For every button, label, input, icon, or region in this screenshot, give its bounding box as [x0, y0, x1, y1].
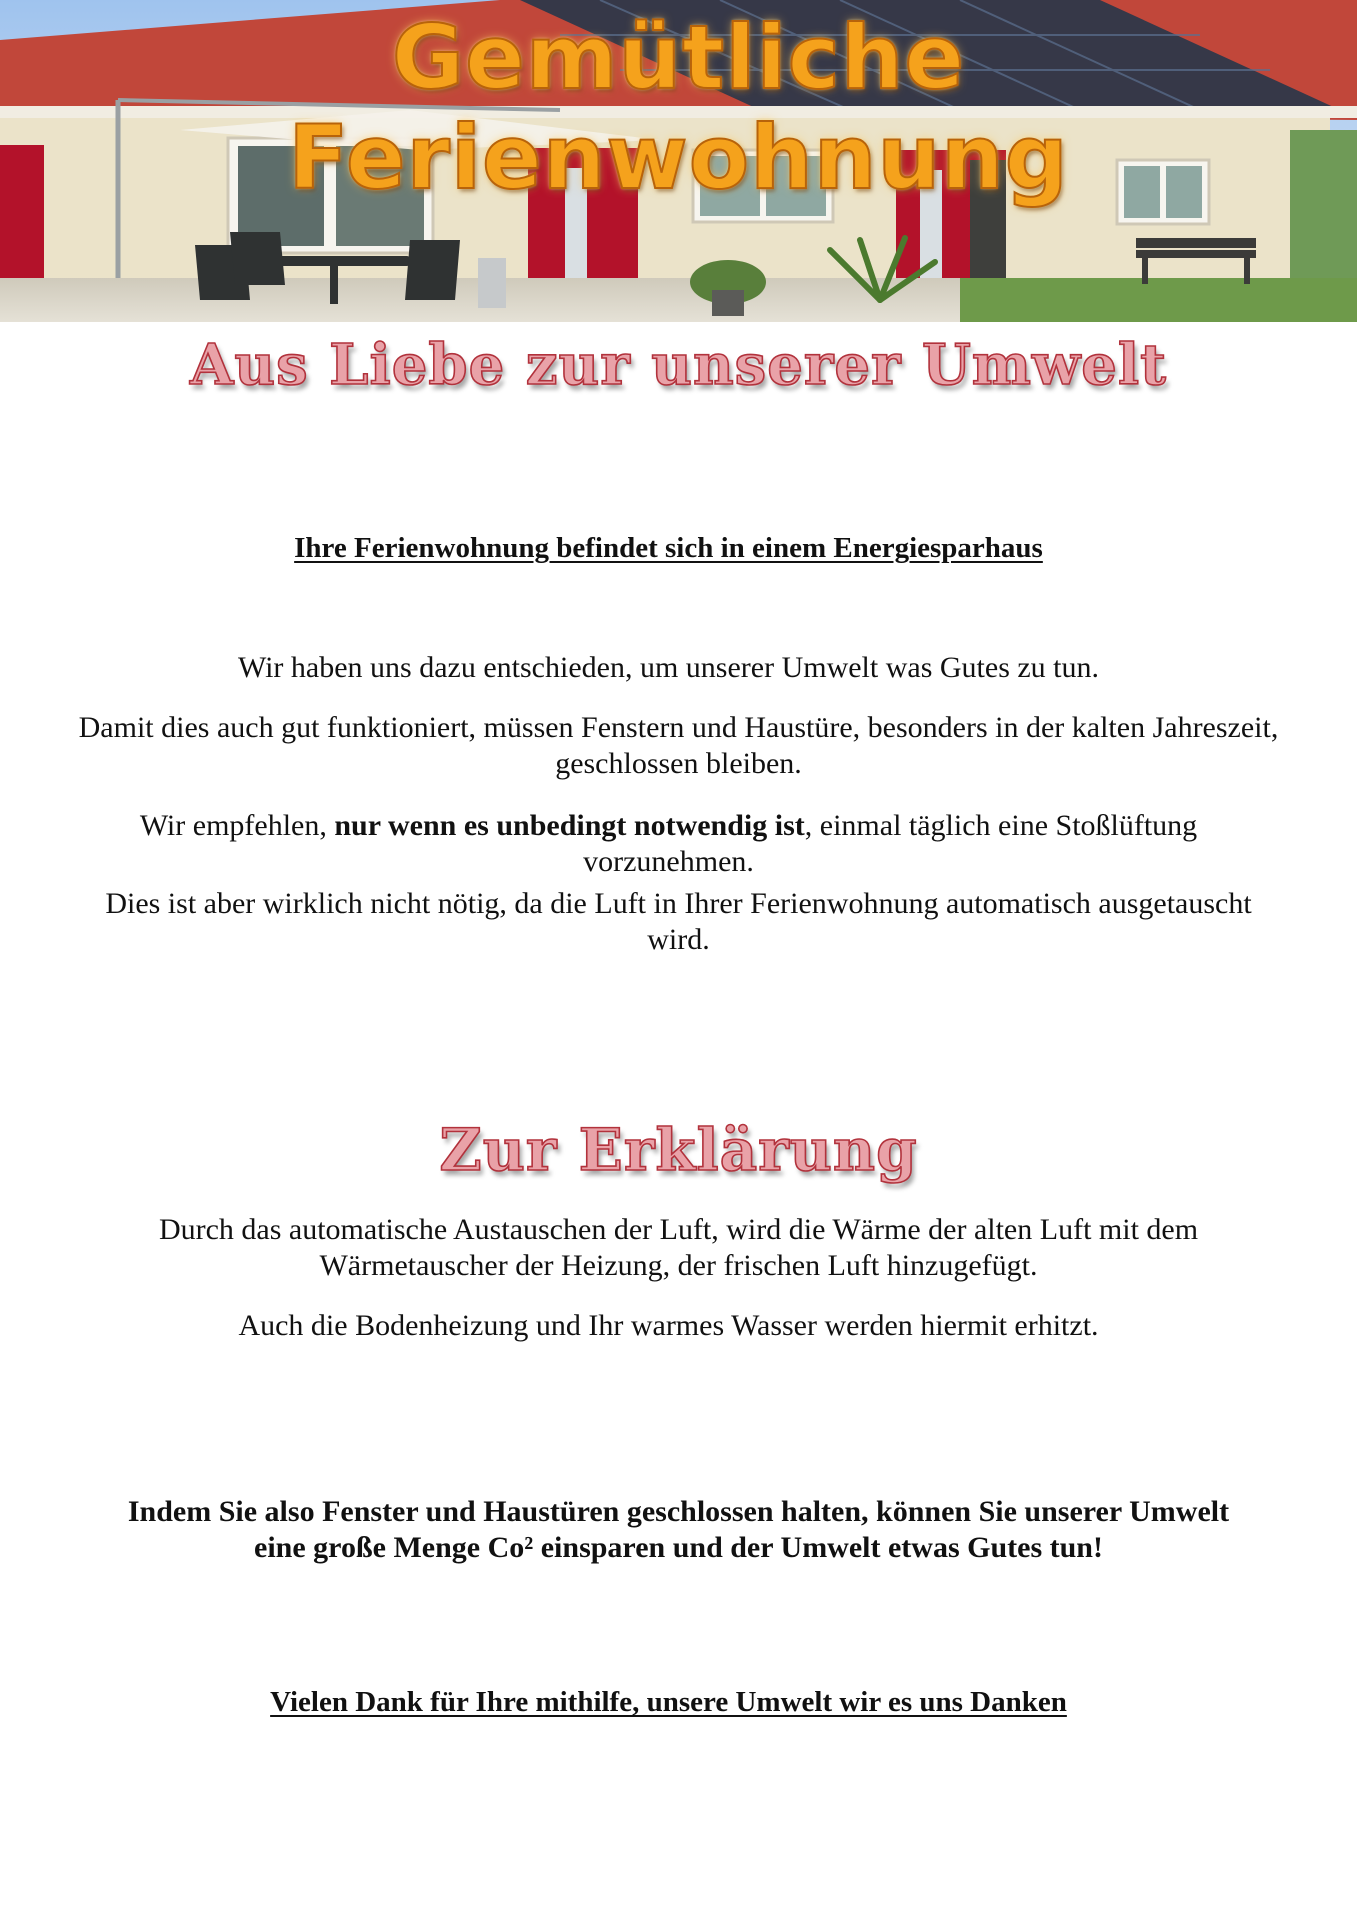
section1-paragraph-4: Dies ist aber wirklich nicht nötig, da die Luft in Ihrer Ferienwohnung automatisch ausgetauscht wird.: [105, 887, 1252, 956]
section1-paragraph-1: Wir haben uns dazu entschieden, um unserer Umwelt was Gutes zu tun.: [237, 651, 1100, 684]
page-title: Gemütliche Ferienwohnung: [288, 6, 1069, 209]
section1-paragraph-2: Damit dies auch gut funktioniert, müssen Fenstern und Haustüre, besonders in der kalten Jahreszeit, geschlossen bleiben.: [78, 711, 1279, 780]
paragraph-3-text-end: , einmal täglich eine Stoßlüftung vorzunehmen.: [583, 809, 1198, 878]
section1-paragraph-3: [60, 808, 1277, 880]
subheading: Aus Liebe zur unserer Umwelt: [189, 332, 1168, 398]
thanks-line: Vielen Dank für Ihre mithilfe, unsere Umwelt wir es uns Danken: [270, 1686, 1067, 1718]
appeal-line-2: eine große Menge Co² einsparen und der Umwelt etwas Gutes tun!: [254, 1531, 1103, 1564]
explanation-heading: Zur Erklärung: [439, 1116, 918, 1184]
appeal-line-1: Indem Sie also Fenster und Haustüren geschlossen halten, können Sie unserer Umwelt: [127, 1495, 1230, 1528]
paragraph-3-bold: nur wenn es unbedingt notwendig ist: [334, 809, 805, 842]
header-photo: [0, 0, 1357, 322]
appeal-text: [40, 1494, 1317, 1566]
paragraph-3-text-start: Wir empfehlen,: [139, 809, 335, 842]
section2-paragraph-2: Auch die Bodenheizung und Ihr warmes Wasser werden hiermit erhitzt.: [238, 1309, 1099, 1342]
section2-paragraph-1: Durch das automatische Austauschen der Luft, wird die Wärme der alten Luft mit dem Wärmetauscher der Heizung, der frischen Luft hinzugefügt.: [158, 1213, 1199, 1282]
section1-title: Ihre Ferienwohnung befindet sich in einem Energiesparhaus: [294, 532, 1043, 564]
